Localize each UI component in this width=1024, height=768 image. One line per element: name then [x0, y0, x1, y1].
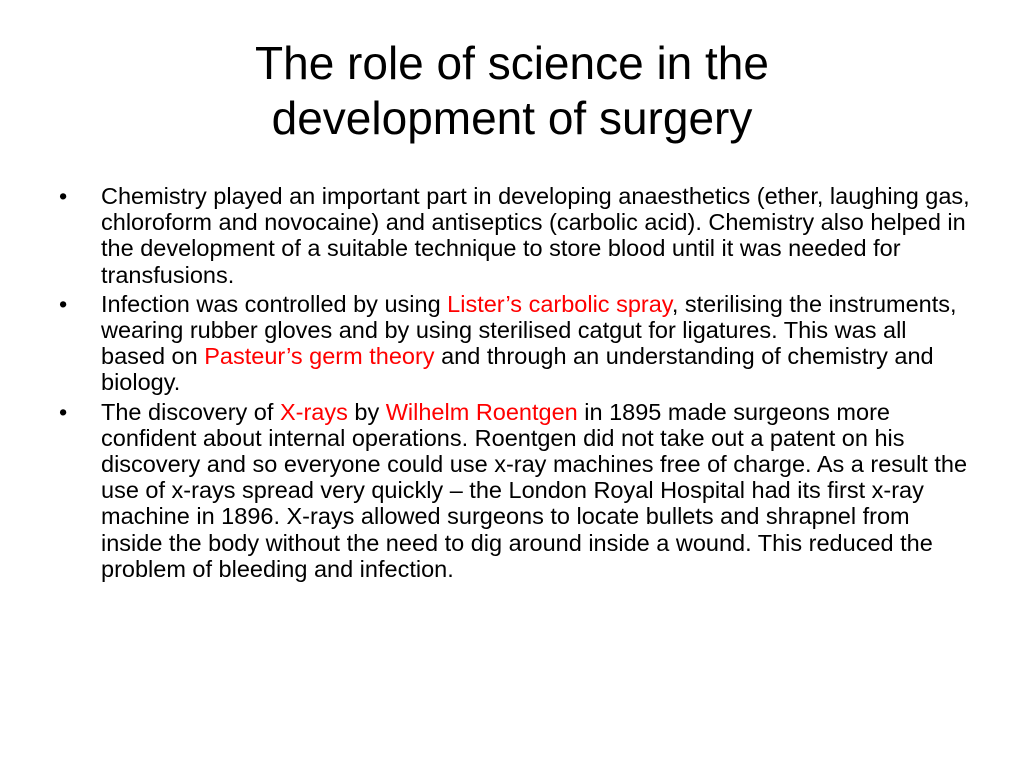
bullet-marker: •	[59, 398, 68, 425]
bullet-text: and through an understanding of chemistry and biology.	[101, 343, 934, 396]
bullet-list	[56, 183, 976, 585]
bullet-marker: •	[59, 290, 68, 317]
bullet-text: Chemistry played an important part in developing anaesthetics (ether, laughing gas, chloroform and novocaine) and antiseptics (carbolic acid). Chemistry also helped in the development of a suitable technique to store blood until it was needed for transfusions.	[101, 183, 970, 288]
bullet-text: Infection was controlled by using	[101, 290, 448, 317]
highlight-x-rays: X-rays	[279, 398, 348, 425]
slide-title-line-1: The role of science in the	[255, 37, 769, 89]
bullet-item-infection	[56, 291, 976, 396]
bullet-text: The discovery of	[101, 398, 280, 425]
bullet-item-chemistry	[56, 183, 976, 288]
highlight-pasteurs-germ-theory: Pasteur’s germ theory	[204, 343, 435, 370]
bullet-text: by	[347, 398, 386, 425]
highlight-wilhelm-roentgen: Wilhelm Roentgen	[385, 398, 578, 425]
bullet-text: in 1895 made surgeons more confident about internal operations. Roentgen did not take out a patent on his discovery and so everyone could use x-ray machines free of charge. As a result the use of x-rays spread very quickly – the London Royal Hospital had its first x-ray machine in 1896. X-rays allowed surgeons to locate bullets and shrapnel from inside the body without the need to dig around inside a wound. This reduced the problem of bleeding and infection.	[101, 398, 968, 582]
bullet-item-xrays	[56, 399, 976, 582]
slide-title-line-2: development of surgery	[271, 92, 753, 144]
bullet-text: , sterilising the instruments, wearing rubber gloves and by using sterilised catgut for ligatures. This was all based on	[101, 290, 957, 370]
highlight-listers-carbolic-spray: Lister’s carbolic spray	[447, 290, 672, 317]
bullet-marker: •	[59, 183, 68, 209]
slide-title	[0, 36, 1024, 146]
